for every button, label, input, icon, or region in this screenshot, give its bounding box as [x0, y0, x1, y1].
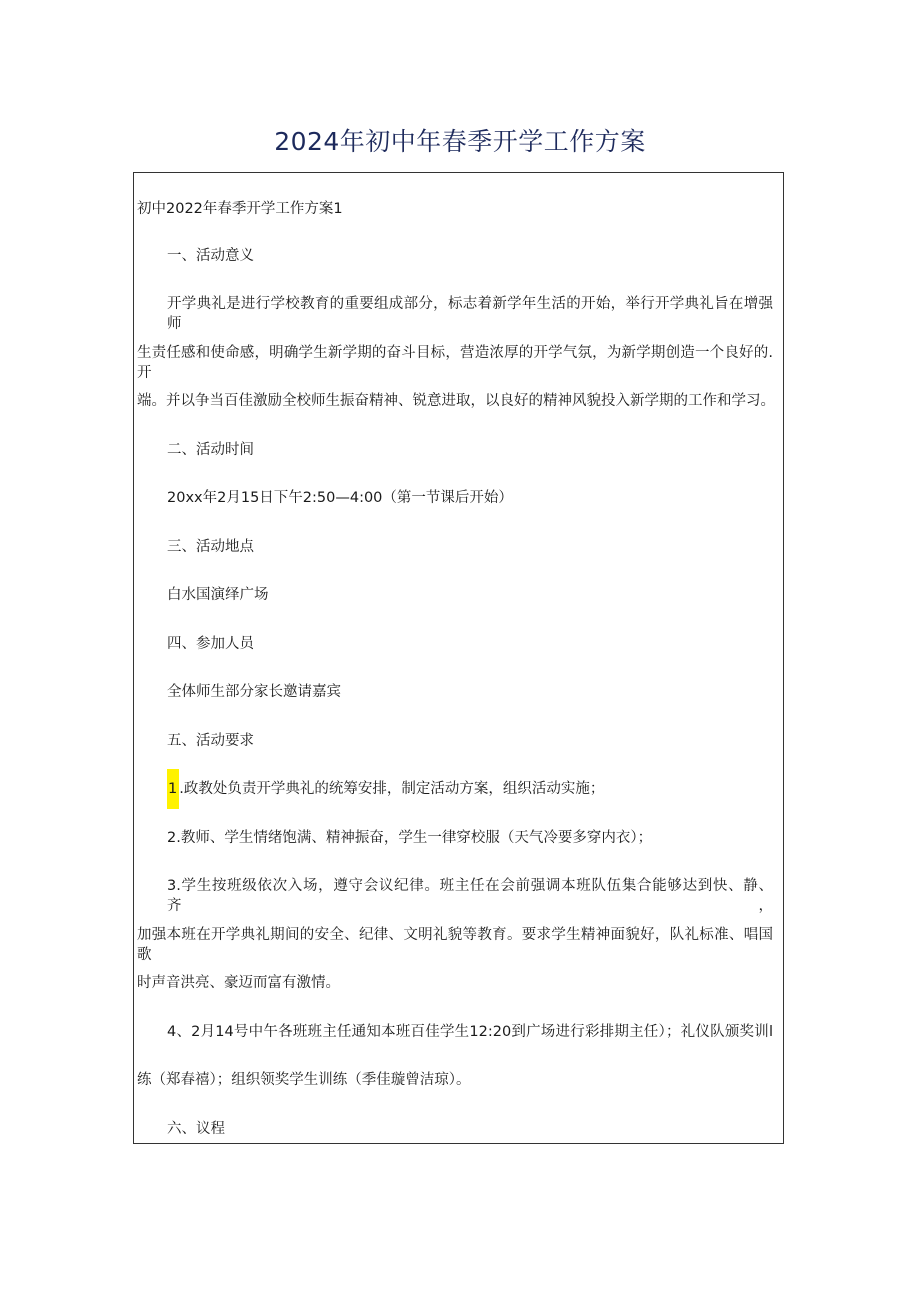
activity-location-text: 白水国演绎广场 [167, 587, 269, 603]
requirement-item-1 [167, 779, 604, 799]
document-title: 2024年初中年春季开学工作方案 [274, 127, 646, 156]
requirement-item-2: 2.教师、学生情绪饱满、精神振奋，学生一律穿校服（天气冷要多穿内衣）； [167, 830, 653, 846]
requirement-item-4-line: 4、2月14号中午各班班主任通知本班百佳学生12:20到广场进行彩排期主任）；礼仪队颁奖训l [167, 1024, 773, 1040]
paragraph-line: 端。并以争当百佳激励全校师生振奋精神、锐意进取，以良好的精神风貌投入新学期的工作和学习。 [137, 393, 775, 409]
paragraph-line: 生责任感和使命感，明确学生新学期的奋斗目标，营造浓厚的开学气氛，为新学期创造一个良好的.开 [137, 345, 773, 381]
highlighted-number: 1 [167, 769, 179, 809]
section-heading-time: 二、活动时间 [167, 442, 254, 458]
requirement-item-1-text: .政教处负责开学典礼的统筹安排，制定活动方案，组织活动实施； [179, 781, 605, 797]
activity-time-text: 20xx年2月15日下午2:50—4:00（第一节课后开始） [167, 490, 513, 506]
section-heading-agenda: 六、议程 [167, 1121, 225, 1137]
requirement-item-3-line: 加强本班在开学典礼期间的安全、纪律、文明礼貌等教育。要求学生精神面貌好，队礼标准、唱国歌 [137, 927, 773, 963]
section-heading-location: 三、活动地点 [167, 539, 254, 555]
section-heading-requirements: 五、活动要求 [167, 733, 254, 749]
requirement-item-4-line: 练（郑春禧）；组织领奖学生训练（季佳璇曾洁琼）。 [137, 1072, 471, 1088]
content-frame [133, 172, 784, 1144]
subtitle: 初中2022年春季开学工作方案1 [137, 201, 343, 217]
section-heading-participants: 四、参加人员 [167, 636, 254, 652]
participants-text: 全体师生部分家长邀请嘉宾 [167, 684, 341, 700]
requirement-item-3-line: 时声音洪亮、豪迈而富有激情。 [137, 975, 340, 991]
requirement-item-3-line: 3.学生按班级依次入场，遵守会议纪律。班主任在会前强调本班队伍集合能够达到快、静、齐， [167, 878, 773, 914]
section-heading-significance: 一、活动意义 [167, 248, 254, 264]
paragraph-line: 开学典礼是进行学校教育的重要组成部分，标志着新学年生活的开始，举行开学典礼旨在增强师 [167, 296, 773, 332]
